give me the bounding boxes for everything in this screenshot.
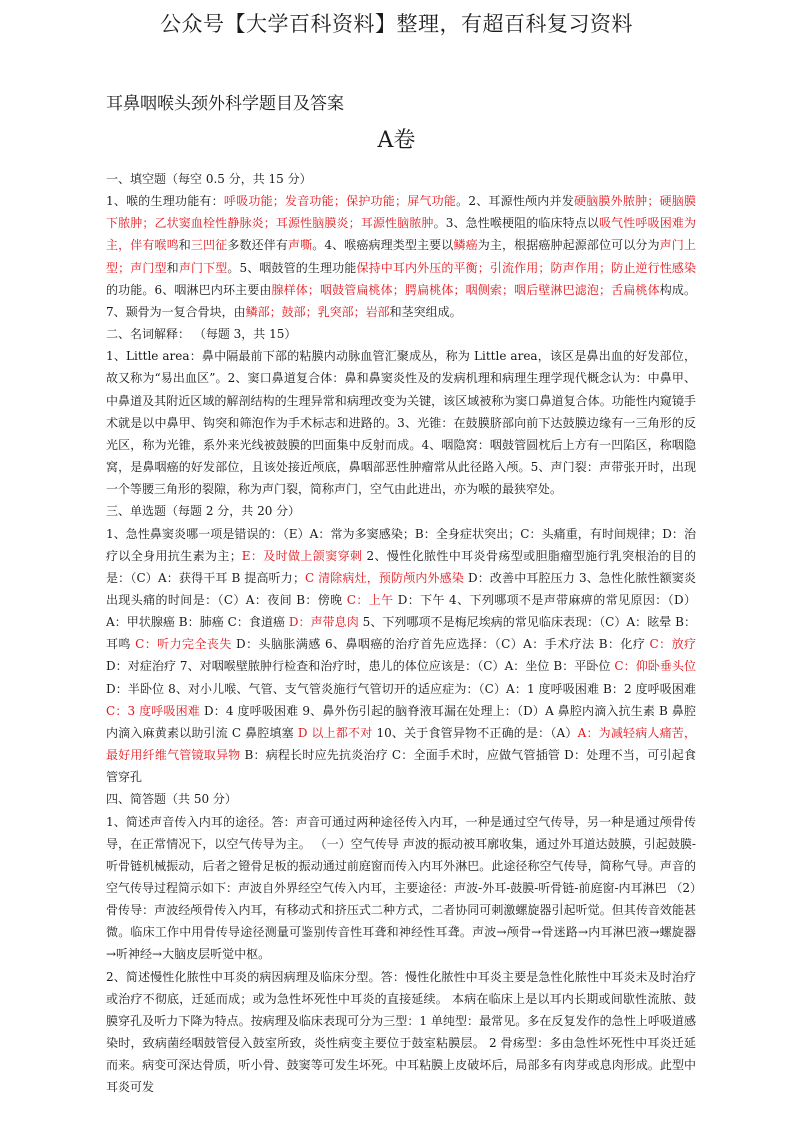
text-run: D：头脑胀满感 6、鼻咽癌的治疗首先应选择：（C）A：手术疗法 B：化疗 [231,637,650,652]
single-choice-answers [106,523,696,789]
text-run: 三凹征 [190,238,228,253]
text-run: D：声带息肉 [288,615,359,630]
text-run: C：听力完全丧失 [135,637,232,652]
volume-heading: A卷 [377,128,416,153]
text-run: 为主，根据癌肿起源部位可以分为 [477,238,660,253]
text-run: D：改善中耳腔压力 3、急性化脓性额窦炎出现头痛的时间是：（C）A：夜间 B：傍晚 [106,570,696,607]
text-run: A：为减轻病人痛苦，最好用纤维气管镜取异物 [106,725,696,763]
text-run: 硬脑膜外脓肿；硬脑膜下脓肿；乙状窦血栓性静脉炎；耳源性脑膜炎；耳源性脑脓肿 [106,194,696,231]
text-run: 吸气性呼吸困难为主，伴有喉鸣 [106,216,696,253]
text-run: 多数还伴有 [227,238,288,253]
text-run: D：半卧位 8、对小儿喉、气管、支气管炎施行气管切开的适应症为：（C）A：1 度呼吸困难 B：2 度呼吸困难 [106,681,696,696]
section-heading-short-answer: 四、简答题（共 50 分） [106,792,237,807]
text-run: 5、下列哪项不是梅尼埃病的常见临床表现：（C）A：眩晕 B：耳鸣 [106,615,696,652]
section-heading-fill-blank: 一、填空题（每空 0.5 分，共 15 分） [106,172,312,186]
text-run: 10、关于食管异物不正确的是：（A） [372,725,578,740]
text-run: 。2、耳源性颅内并发 [456,194,574,209]
text-run: 1、喉的生理功能有： [106,194,224,209]
text-run: 鳞部；鼓部；乳突部；岩部 [245,304,390,319]
text-run: D：4 度呼吸困难 9、鼻外伤引起的脑脊液耳漏在处理上：（D）A 鼻腔内滴入抗生素 B 鼻腔内滴入麻黄素以助引流 C 鼻腔填塞 [106,703,696,740]
short-answer-q1: 1、简述声音传入内耳的途径。答：声音可通过两种途径传入内耳，一种是通过空气传导，另一种是通过颅骨传导，在正常情况下，以空气传导为主。 （一）空气传导 声波的振动被耳廓收集，通过外耳道达鼓膜，引起鼓膜-听骨链机械振动，后者之镫骨足板的振动通过前庭窗而传入内耳外淋巴。此途径称空气传导，简称气导。声音的空气传导过程简示如下：声波自外界经空气传入内耳，主要途径：声波-外耳-鼓膜-听骨链-前庭窗-内耳淋巴 （2）骨传导：声波经颅骨传入内耳，有移动式和挤压式二种方式，二者协同可刺激螺旋器引起听觉。但其传音效能甚微。临床工作中用骨传导途径测量可鉴别传音性耳聋和神经性耳聋。声波→颅骨→骨迷路→内耳淋巴液→螺旋器→听神经→大脑皮层听觉中枢。 [106,814,696,962]
text-run: 和 [166,260,179,275]
text-run: 构成。7、颞骨为一复合骨块，由 [106,282,696,319]
text-run: 。5、咽鼓管的生理功能 [227,260,357,275]
text-run: 腺样体；咽鼓管扁桃体；腭扁桃体；咽侧索；咽后壁淋巴滤泡；舌扁桃体 [271,282,660,297]
text-run: 和 [178,238,191,253]
text-run: D：下午 4、下列哪项不是声带麻痹的常见原因：（D）A：甲状腺癌 B：肺癌 C：食道癌 [106,592,697,630]
text-run: D 以上都不对 [297,725,373,740]
terms-answers: 1、Little area：鼻中隔最前下部的粘膜内动脉血管汇聚成丛，称为 Little area，该区是鼻出血的好发部位，故又称为“易出血区”。2、窦口鼻道复合体：鼻和鼻窦炎性及的发病机理和病理生理学现代概念认为：中鼻甲、中鼻道及其附近区域的解剖结构的生理异常和病理改变为关键，该区域被称为窦口鼻道复合体。功能性内窥镜手术就是以中鼻甲、钩突和筛泡作为手术标志和进路的。3、光锥：在鼓膜脐部向前下达鼓膜边缘有一三角形的反光区，称为光锥，系外来光线被鼓膜的凹面集中反射而成。4、咽隐窝：咽鼓管圆枕后上方有一凹陷区，称咽隐窝，是鼻咽癌的好发部位，且该处接近颅底，鼻咽部恶性肿瘤常从此径路入颅。5、声门裂：声带张开时，出现一个等腰三角形的裂隙，称为声门裂，简称声门，空气由此进出，亦为喉的最狭窄处。 [106,349,696,497]
text-run: 声门下型 [178,260,228,275]
fill-blank-answers [106,190,696,323]
document-title: 耳鼻咽喉头颈外科学题目及答案 [106,94,344,114]
short-answer-q2: 2、简述慢性化脓性中耳炎的病因病理及临床分型。答：慢性化脓性中耳炎主要是急性化脓性中耳炎未及时治疗或治疗不彻底，迁延而成；或为急性坏死性中耳炎的直接延续。 本病在临床上是以耳内长期或间歇性流脓、鼓膜穿孔及听力下降为特点。按病理及临床表现可分为三型：1 单纯型：最常见。多在反复发作的急性上呼吸道感染时，致病菌经咽鼓管侵入鼓室所致，炎性病变主要位于鼓室粘膜层。 2 骨疡型：多由急性坏死性中耳炎迁延而来。病变可深达骨质，听小骨、鼓窦等可发生坏死。中耳粘膜上皮破坏后，局部多有肉芽或息肉形成。此型中耳炎可发 [106,969,696,1095]
text-run: C：上午 [346,592,394,607]
text-run: C 清除病灶，预防颅内外感染 [304,570,464,585]
text-run: 声门上型；声门型 [106,238,696,275]
text-run: E：及时做上颌窦穿刺 [241,548,363,563]
section-heading-terms: 二、名词解释： （每题 3，共 15） [106,327,297,342]
document-body [106,168,696,1099]
text-run: C：放疗 [649,637,697,652]
text-run: C：仰卧垂头位 [614,659,697,674]
section-heading-single-choice: 三、单选题（每题 2 分，共 20 分） [106,504,301,519]
text-run: 的功能。6、咽淋巴内环主要由 [106,282,272,297]
text-run: 呼吸功能；发音功能；保护功能；屏气功能 [223,194,457,209]
text-run: 保持中耳内外压的平衡；引流作用；防声作用；防止逆行性感染 [356,260,696,275]
text-run: C：3 度呼吸困难 [106,703,200,718]
text-run: D：对症治疗 7、对咽喉壁脓肿行检查和治疗时，患儿的体位应该是：（C）A：坐位 B：平卧位 [106,659,615,674]
text-run: B：病程长时应先抗炎治疗 C：全面手术时，应做气管插管 D：处理不当，可引起食管穿孔 [106,748,696,785]
text-run: 声嘶 [287,238,313,253]
source-banner: 公众号【大学百科资料】整理，有超百科复习资料 [160,12,633,36]
text-run: 。3、急性喉梗阻的临床特点以 [433,216,600,231]
text-run: 2、慢性化脓性中耳炎骨疡型或胆脂瘤型施行乳突根治的目的是：（C）A：获得干耳 B 提高听力； [106,548,696,585]
text-run: 。4、喉癌病理类型主要以 [312,238,454,253]
text-run: 鳞癌 [453,238,478,253]
text-run: 1、急性鼻窦炎哪一项是错误的：（E）A：常为多窦感染；B：全身症状突出；C：头痛重，有时间规律；D：治疗以全身用抗生素为主； [106,526,696,563]
text-run: 和茎突组成。 [389,304,462,319]
